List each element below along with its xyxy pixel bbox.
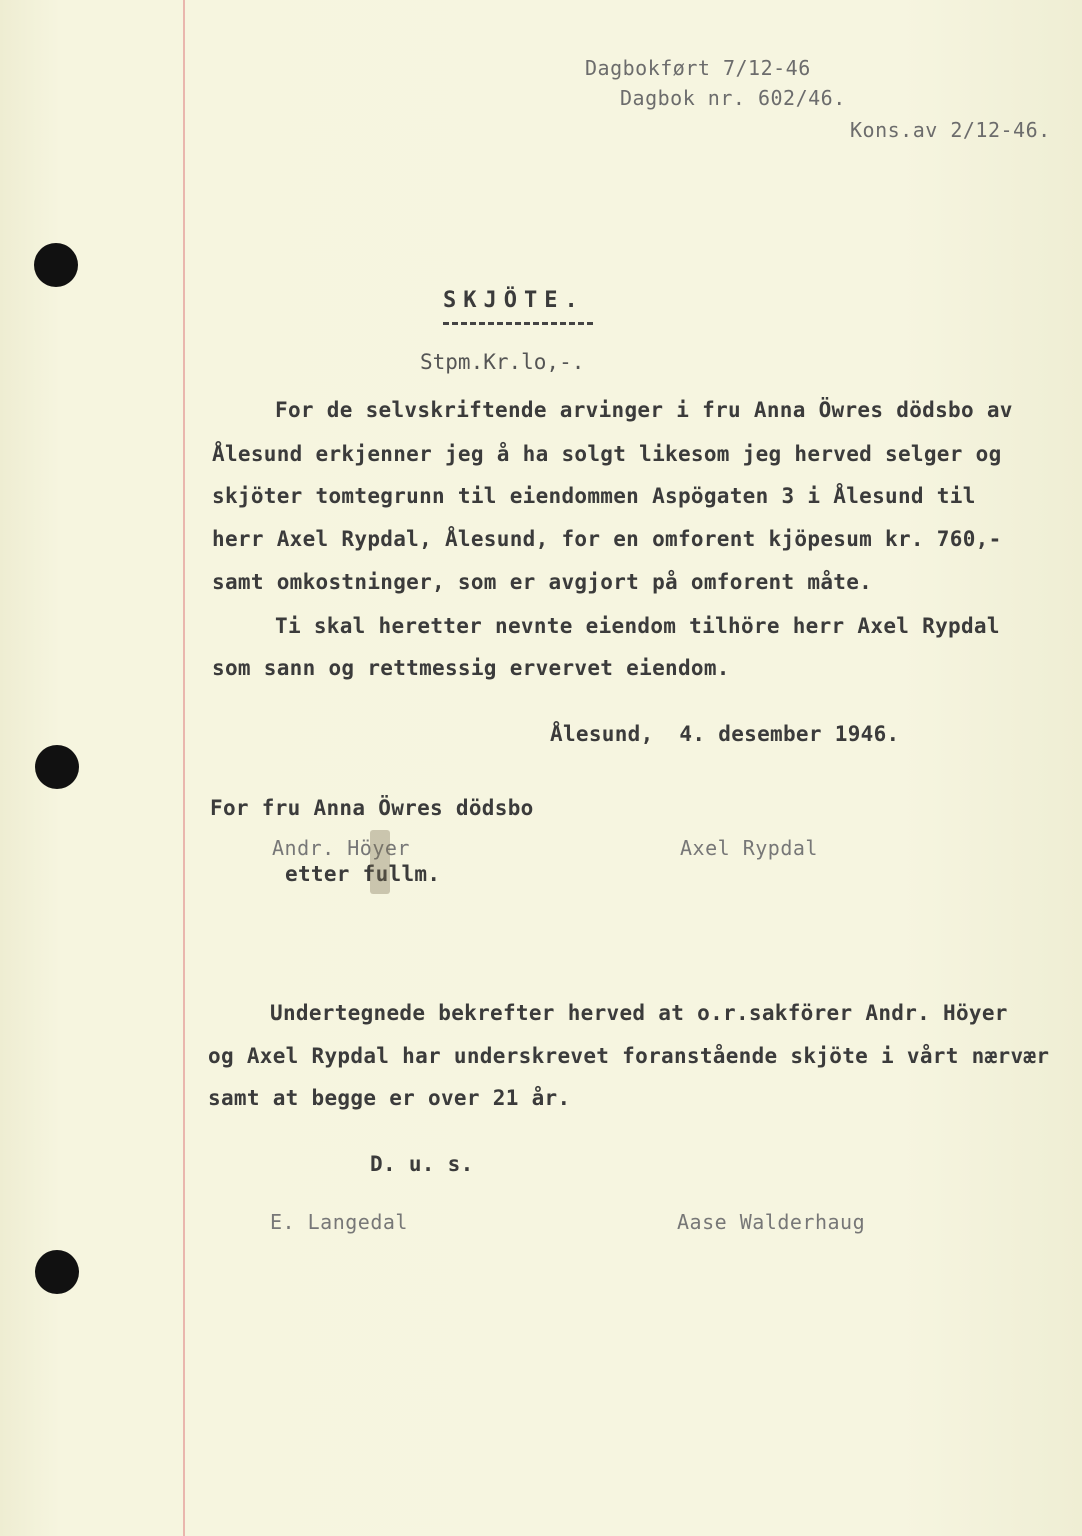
seller-signature: Andr. Höyer — [272, 836, 410, 860]
buyer-signature: Axel Rypdal — [680, 836, 818, 860]
ink-smudge — [370, 830, 390, 894]
witness-paragraph-line: Undertegnede bekrefter herved at o.r.sakförer Andr. Höyer — [270, 1001, 1008, 1025]
dus-line: D. u. s. — [370, 1152, 474, 1176]
witness-paragraph-line: og Axel Rypdal har underskrevet foranstående skjöte i vårt nærvær — [208, 1044, 1050, 1068]
paragraph1-line: For de selvskriftende arvinger i fru Anna Öwres dödsbo av — [275, 398, 1013, 422]
seller-note: etter fullm. — [285, 862, 441, 886]
witness2-signature: Aase Walderhaug — [677, 1210, 866, 1234]
paragraph1-line: Ålesund erkjenner jeg å ha solgt likesom jeg herved selger og — [212, 442, 1002, 466]
margin-line — [183, 0, 185, 1536]
paragraph1-line: samt omkostninger, som er avgjort på omforent måte. — [212, 570, 873, 594]
document-title: SKJÖTE. — [443, 288, 585, 313]
stamp-dagbok-nr: Dagbok nr. 602/46. — [620, 86, 846, 110]
place-date: Ålesund, 4. desember 1946. — [550, 722, 900, 746]
title-underline — [443, 322, 593, 325]
paragraph2-line: Ti skal heretter nevnte eiendom tilhöre herr Axel Rypdal — [275, 614, 1000, 638]
punch-hole-bottom — [35, 1250, 79, 1294]
paragraph1-line: skjöter tomtegrunn til eiendommen Aspögaten 3 i Ålesund til — [212, 484, 976, 508]
witness-paragraph-line: samt at begge er over 21 år. — [208, 1086, 571, 1110]
stamp-kons: Kons.av 2/12-46. — [850, 118, 1051, 142]
paragraph2-line: som sann og rettmessig ervervet eiendom. — [212, 656, 730, 680]
paragraph1-line: herr Axel Rypdal, Ålesund, for en omforent kjöpesum kr. 760,- — [212, 527, 1002, 551]
estate-line: For fru Anna Öwres dödsbo — [210, 796, 534, 820]
witness1-signature: E. Langedal — [270, 1210, 408, 1234]
stamp-dagbokfort: Dagbokført 7/12-46 — [585, 56, 811, 80]
punch-hole-middle — [35, 745, 79, 789]
punch-hole-top — [34, 243, 78, 287]
stamp-fee: Stpm.Kr.lo,-. — [420, 350, 585, 374]
